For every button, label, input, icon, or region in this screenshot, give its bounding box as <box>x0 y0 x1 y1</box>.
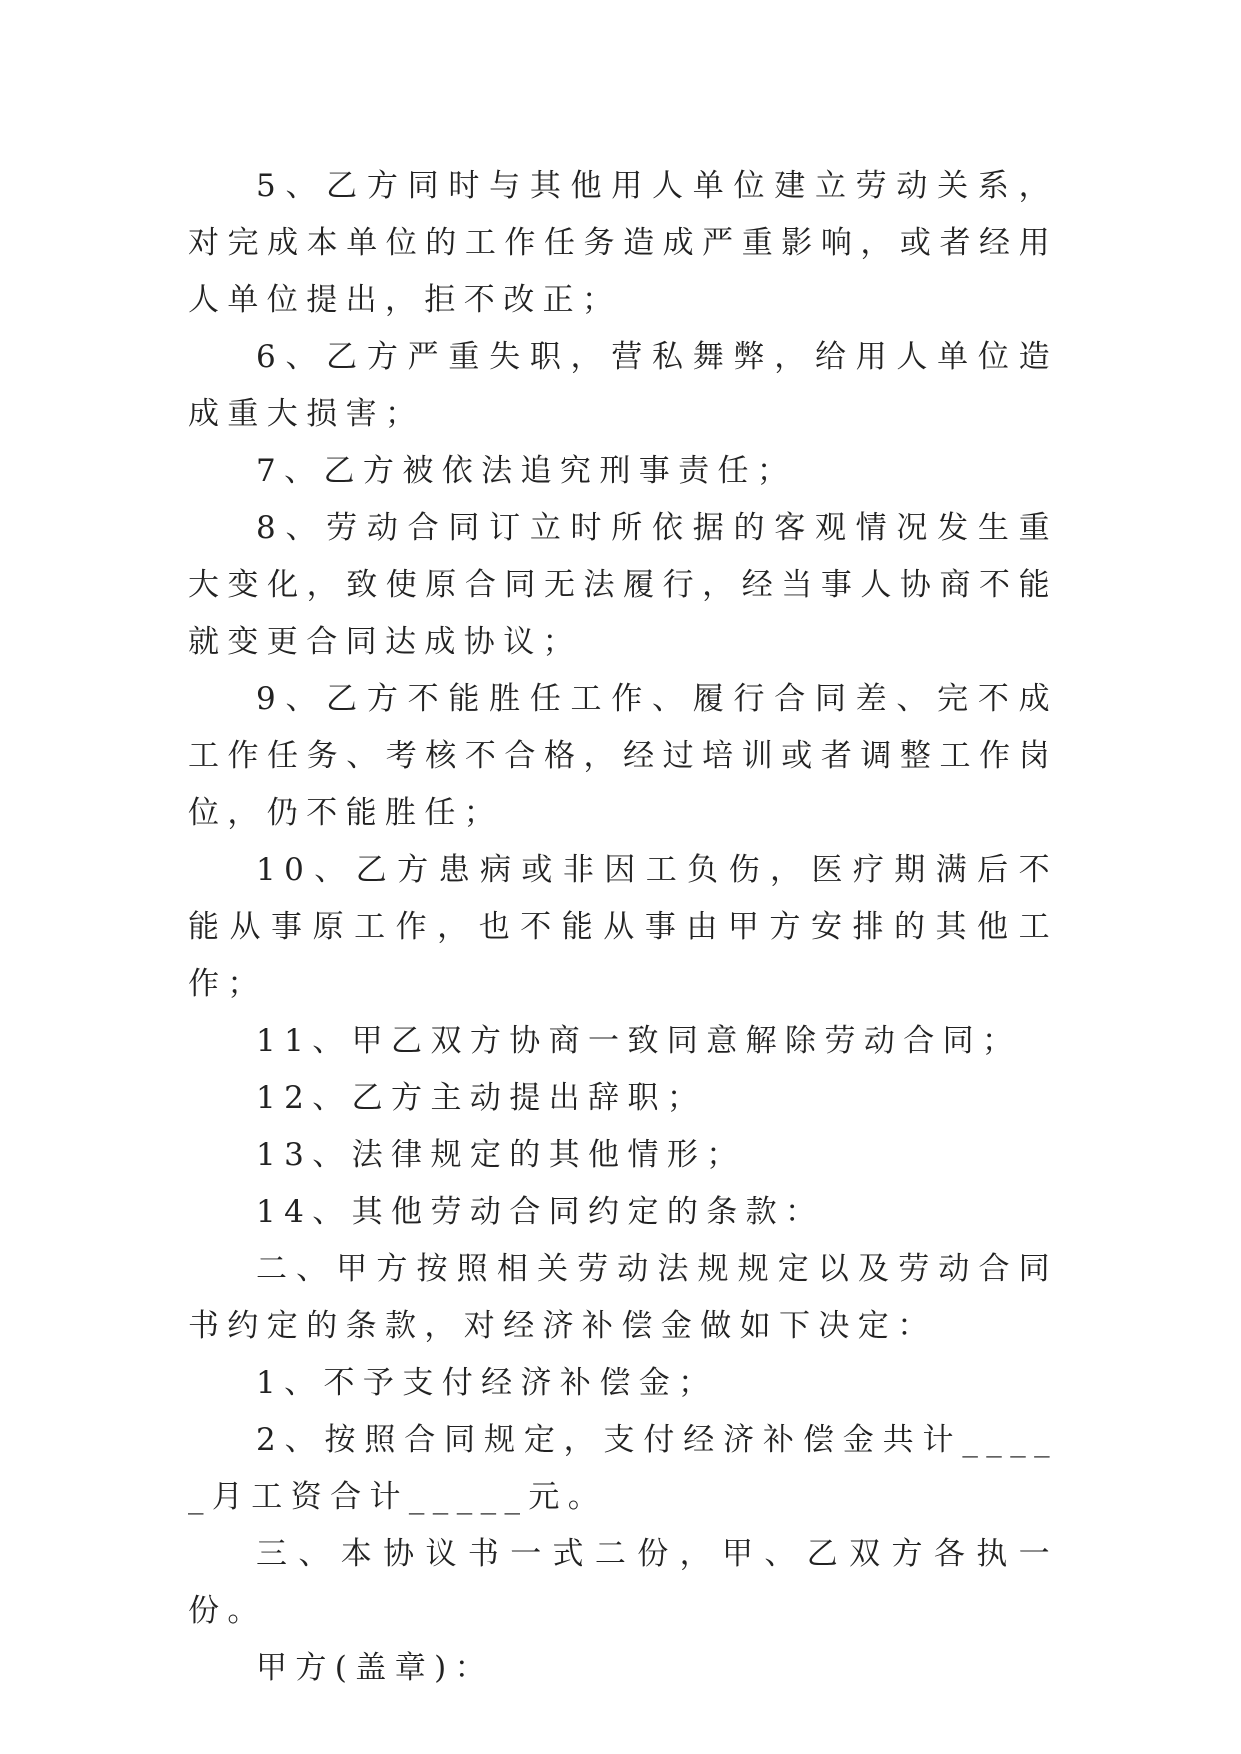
clause-12: 12、乙方主动提出辞职； <box>256 1080 707 1116</box>
document-body <box>188 158 1058 1697</box>
clause-6: 6、乙方严重失职，营私舞弊，给用人单位造成重大损害； <box>188 339 1058 432</box>
section-2-heading: 二、甲方按照相关劳动法规规定以及劳动合同书约定的条款，对经济补偿金做如下决定： <box>188 1251 1058 1344</box>
clause-10: 10、乙方患病或非因工负伤，医疗期满后不能从事原工作，也不能从事由甲方安排的其他工作； <box>188 852 1058 1002</box>
clause-8: 8、劳动合同订立时所依据的客观情况发生重大变化，致使原合同无法履行，经当事人协商不能就变更合同达成协议； <box>188 510 1058 660</box>
clause-7: 7、乙方被依法追究刑事责任； <box>256 453 797 489</box>
compensation-option-1: 1、不予支付经济补偿金； <box>256 1365 718 1401</box>
compensation-option-2: 2、按照合同规定，支付经济补偿金共计_____月工资合计_____元。 <box>188 1422 1058 1515</box>
clause-13: 13、法律规定的其他情形； <box>256 1137 746 1173</box>
clause-14: 14、其他劳动合同约定的条款： <box>256 1194 825 1230</box>
clause-9: 9、乙方不能胜任工作、履行合同差、完不成工作任务、考核不合格，经过培训或者调整工作岗位，仍不能胜任； <box>188 681 1058 831</box>
clause-11: 11、甲乙双方协商一致同意解除劳动合同； <box>256 1023 1022 1059</box>
clause-5: 5、乙方同时与其他用人单位建立劳动关系，对完成本单位的工作任务造成严重影响，或者经用人单位提出，拒不改正； <box>188 168 1058 318</box>
party-a-seal-line: 甲方(盖章)： <box>256 1650 494 1686</box>
section-3-copies: 三、本协议书一式二份，甲、乙双方各执一份。 <box>188 1536 1058 1629</box>
